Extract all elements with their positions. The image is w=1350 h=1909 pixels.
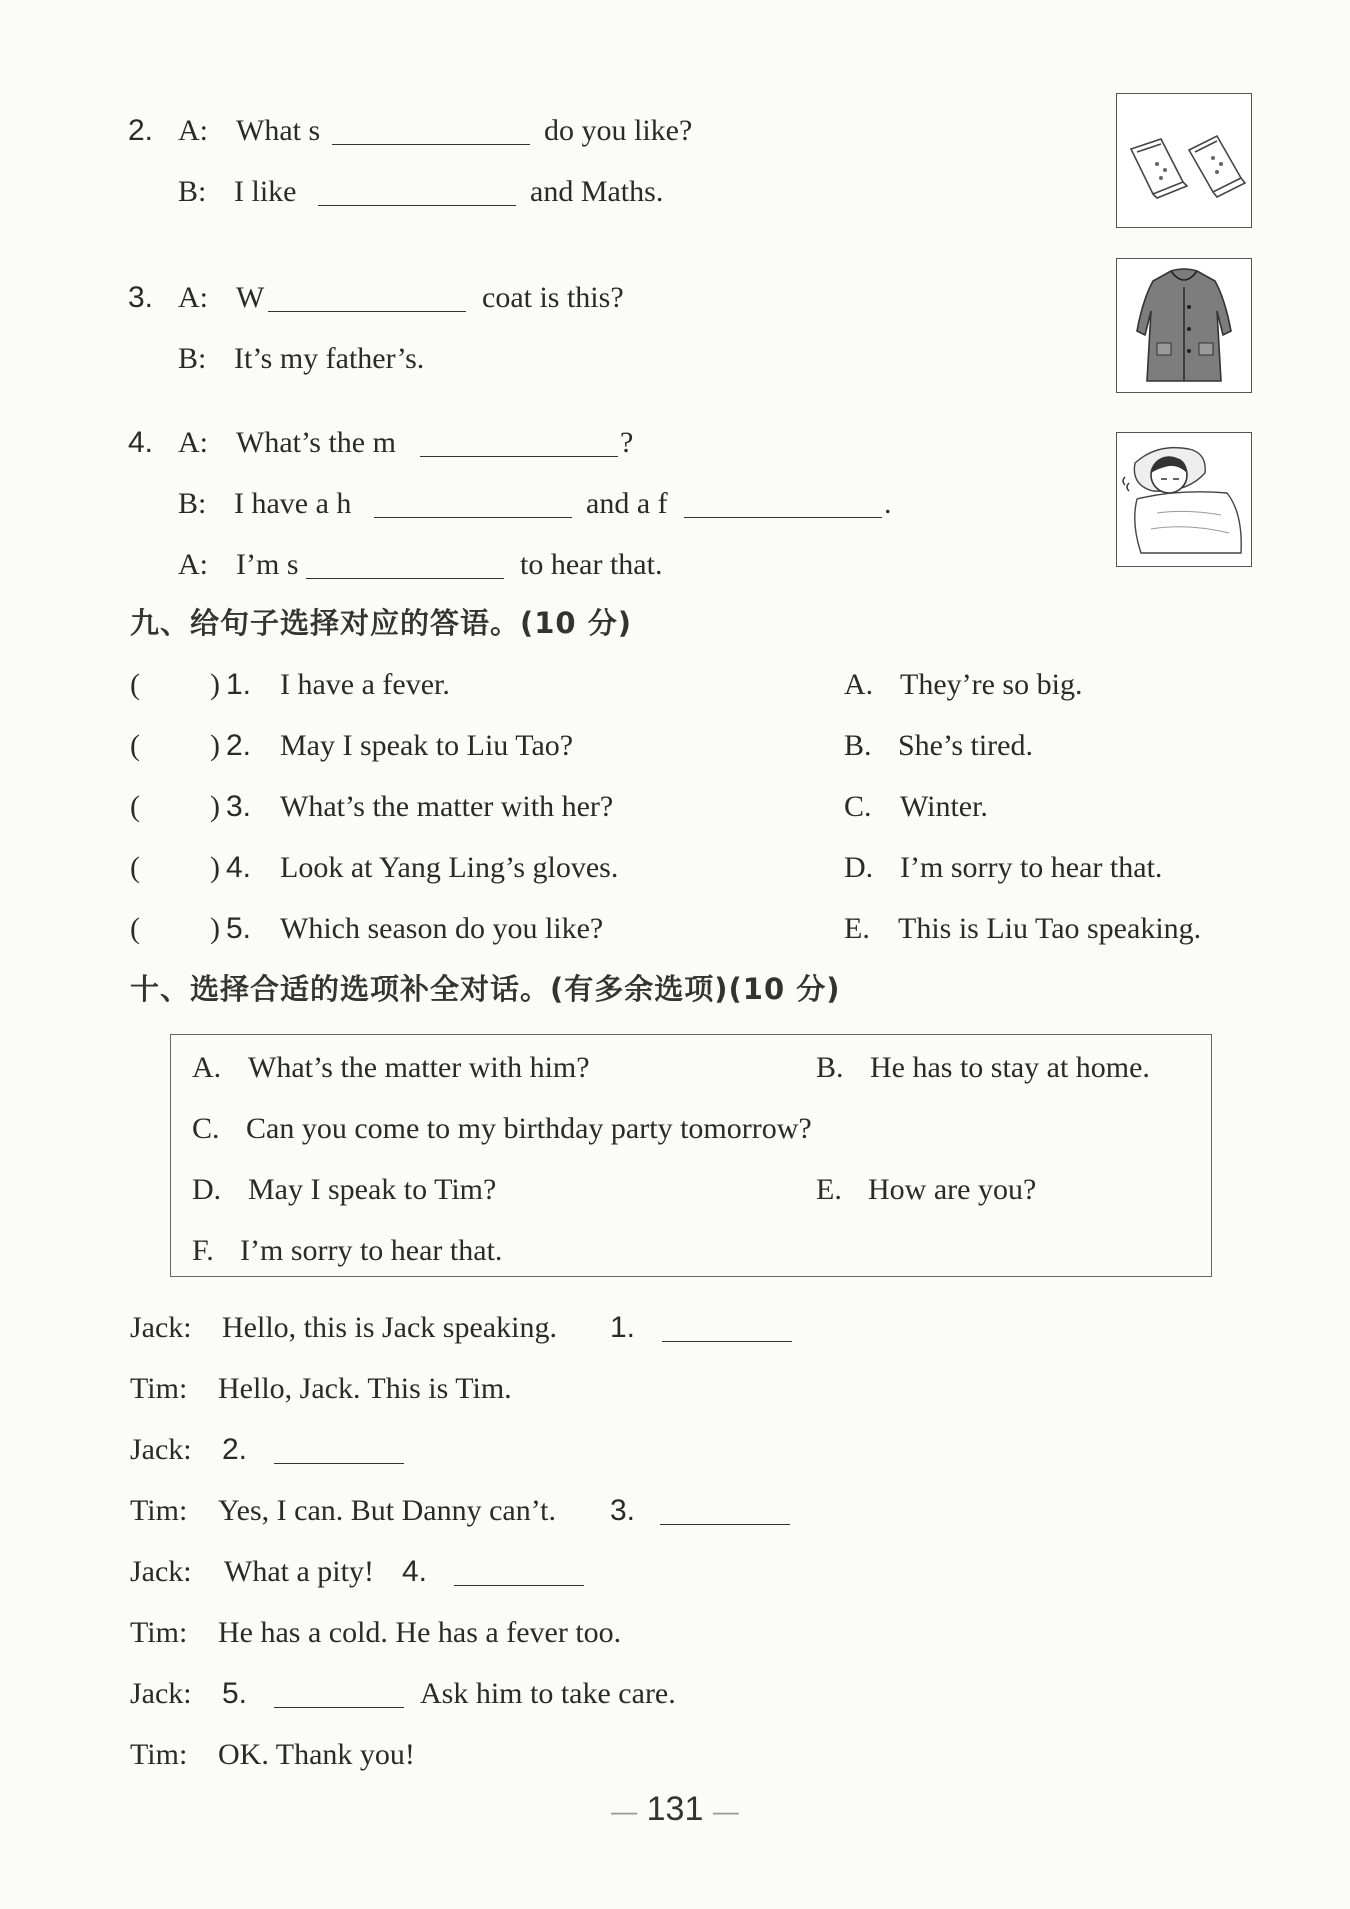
option-text: I’m sorry to hear that. bbox=[240, 1234, 503, 1267]
answer-slot-4[interactable] bbox=[148, 847, 204, 887]
q2-a-prefix: What s bbox=[236, 114, 321, 147]
question-text: May I speak to Liu Tao? bbox=[280, 729, 574, 762]
answer-letter: E. bbox=[844, 912, 870, 945]
dialogue-text: Hello, Jack. This is Tim. bbox=[218, 1372, 512, 1405]
q4-b-label: B: bbox=[178, 487, 207, 520]
q4-b-blank-1[interactable] bbox=[374, 479, 572, 518]
coat-picture bbox=[1116, 258, 1252, 393]
q3-number: 3. bbox=[128, 281, 154, 314]
question-text: I have a fever. bbox=[280, 668, 450, 701]
answer-slot-3[interactable] bbox=[148, 786, 204, 826]
q4-a2-suffix: to hear that. bbox=[520, 548, 663, 581]
part10-title: 十、选择合适的选项补全对话。(有多余选项)(10 分) bbox=[130, 972, 841, 1006]
option-letter: E. bbox=[816, 1173, 842, 1206]
speaker: Jack: bbox=[130, 1433, 192, 1466]
q4-a-suffix: ? bbox=[620, 426, 634, 459]
sick-girl-icon bbox=[1117, 433, 1251, 566]
blank-number: 2. bbox=[222, 1433, 248, 1466]
q3-a-label: A: bbox=[178, 281, 208, 314]
speaker: Jack: bbox=[130, 1677, 192, 1710]
answer-text: This is Liu Tao speaking. bbox=[898, 912, 1202, 945]
answer-slot-2[interactable] bbox=[148, 725, 204, 765]
q2-b-blank[interactable] bbox=[318, 167, 516, 206]
speaker: Tim: bbox=[130, 1616, 188, 1649]
q2-a-blank[interactable] bbox=[332, 106, 530, 145]
question-number: 5. bbox=[226, 912, 252, 945]
sick-girl-picture bbox=[1116, 432, 1252, 567]
answer-paren-close: ) bbox=[210, 912, 220, 945]
speaker: Tim: bbox=[130, 1494, 188, 1527]
q3-b-text: It’s my father’s. bbox=[234, 342, 425, 375]
answer-paren-close: ) bbox=[210, 729, 220, 762]
dialogue-blank-5[interactable] bbox=[274, 1669, 404, 1708]
q3-a-blank[interactable] bbox=[268, 273, 466, 312]
q4-a-blank[interactable] bbox=[420, 418, 618, 457]
answer-paren-open: ( bbox=[130, 851, 140, 884]
q4-a2-prefix: I’m s bbox=[236, 548, 299, 581]
option-text: How are you? bbox=[868, 1173, 1037, 1206]
part9-title: 九、给句子选择对应的答语。(10 分) bbox=[130, 606, 632, 640]
option-letter: F. bbox=[192, 1234, 214, 1267]
dialogue-text: Ask him to take care. bbox=[420, 1677, 676, 1710]
answer-slot-5[interactable] bbox=[148, 908, 204, 948]
q3-a-suffix: coat is this? bbox=[482, 281, 624, 314]
q4-b-middle: and a f bbox=[586, 487, 668, 520]
answer-text: She’s tired. bbox=[898, 729, 1033, 762]
page-number-dash-left: — bbox=[611, 1796, 638, 1826]
dialogue-text: OK. Thank you! bbox=[218, 1738, 415, 1771]
blank-number: 5. bbox=[222, 1677, 248, 1710]
q4-a2-label: A: bbox=[178, 548, 208, 581]
answer-letter: D. bbox=[844, 851, 874, 884]
answer-paren-close: ) bbox=[210, 668, 220, 701]
option-text: Can you come to my birthday party tomorrow? bbox=[246, 1112, 812, 1145]
page-number-dash-right: — bbox=[712, 1796, 739, 1826]
answer-paren-open: ( bbox=[130, 912, 140, 945]
q4-number: 4. bbox=[128, 426, 154, 459]
blank-number: 3. bbox=[610, 1494, 636, 1527]
q4-a2-blank[interactable] bbox=[306, 540, 504, 579]
coat-icon bbox=[1117, 259, 1251, 392]
dialogue-blank-3[interactable] bbox=[660, 1486, 790, 1525]
question-text: Look at Yang Ling’s gloves. bbox=[280, 851, 619, 884]
answer-paren-close: ) bbox=[210, 851, 220, 884]
option-letter: A. bbox=[192, 1051, 222, 1084]
option-text: May I speak to Tim? bbox=[248, 1173, 497, 1206]
q4-a-prefix: What’s the m bbox=[236, 426, 396, 459]
speaker: Jack: bbox=[130, 1555, 192, 1588]
blank-number: 1. bbox=[610, 1311, 636, 1344]
answer-paren-open: ( bbox=[130, 668, 140, 701]
answer-letter: C. bbox=[844, 790, 872, 823]
dialogue-text: Yes, I can. But Danny can’t. bbox=[218, 1494, 557, 1527]
speaker: Jack: bbox=[130, 1311, 192, 1344]
page-number-value: 131 bbox=[646, 1790, 704, 1828]
q4-b-prefix: I have a h bbox=[234, 487, 352, 520]
books-icon bbox=[1117, 94, 1251, 227]
question-text: Which season do you like? bbox=[280, 912, 604, 945]
answer-text: Winter. bbox=[900, 790, 988, 823]
speaker: Tim: bbox=[130, 1738, 188, 1771]
option-letter: C. bbox=[192, 1112, 220, 1145]
dialogue-blank-2[interactable] bbox=[274, 1425, 404, 1464]
option-text: What’s the matter with him? bbox=[248, 1051, 590, 1084]
question-number: 1. bbox=[226, 668, 252, 701]
answer-paren-close: ) bbox=[210, 790, 220, 823]
dialogue-text: Hello, this is Jack speaking. bbox=[222, 1311, 557, 1344]
speaker: Tim: bbox=[130, 1372, 188, 1405]
q2-a-label: A: bbox=[178, 114, 208, 147]
q3-b-label: B: bbox=[178, 342, 207, 375]
question-text: What’s the matter with her? bbox=[280, 790, 614, 823]
q2-b-prefix: I like bbox=[234, 175, 297, 208]
answer-letter: A. bbox=[844, 668, 874, 701]
q4-a-label: A: bbox=[178, 426, 208, 459]
answer-letter: B. bbox=[844, 729, 872, 762]
dialogue-blank-4[interactable] bbox=[454, 1547, 584, 1586]
q2-b-label: B: bbox=[178, 175, 207, 208]
question-number: 4. bbox=[226, 851, 252, 884]
question-number: 3. bbox=[226, 790, 252, 823]
q2-a-suffix: do you like? bbox=[544, 114, 693, 147]
q4-b-blank-2[interactable] bbox=[684, 479, 882, 518]
option-letter: B. bbox=[816, 1051, 844, 1084]
answer-paren-open: ( bbox=[130, 729, 140, 762]
option-text: He has to stay at home. bbox=[870, 1051, 1150, 1084]
answer-paren-open: ( bbox=[130, 790, 140, 823]
dialogue-text: What a pity! bbox=[224, 1555, 374, 1588]
blank-number: 4. bbox=[402, 1555, 428, 1588]
answer-text: They’re so big. bbox=[900, 668, 1083, 701]
answer-text: I’m sorry to hear that. bbox=[900, 851, 1163, 884]
page-number bbox=[0, 1790, 1350, 1829]
question-number: 2. bbox=[226, 729, 252, 762]
dialogue-text: He has a cold. He has a fever too. bbox=[218, 1616, 622, 1649]
answer-slot-1[interactable] bbox=[148, 664, 204, 704]
q4-b-suffix: . bbox=[884, 487, 892, 520]
books-picture bbox=[1116, 93, 1252, 228]
q2-number: 2. bbox=[128, 114, 154, 147]
q2-b-suffix: and Maths. bbox=[530, 175, 664, 208]
option-letter: D. bbox=[192, 1173, 222, 1206]
q3-a-prefix: W bbox=[236, 281, 265, 314]
dialogue-blank-1[interactable] bbox=[662, 1303, 792, 1342]
